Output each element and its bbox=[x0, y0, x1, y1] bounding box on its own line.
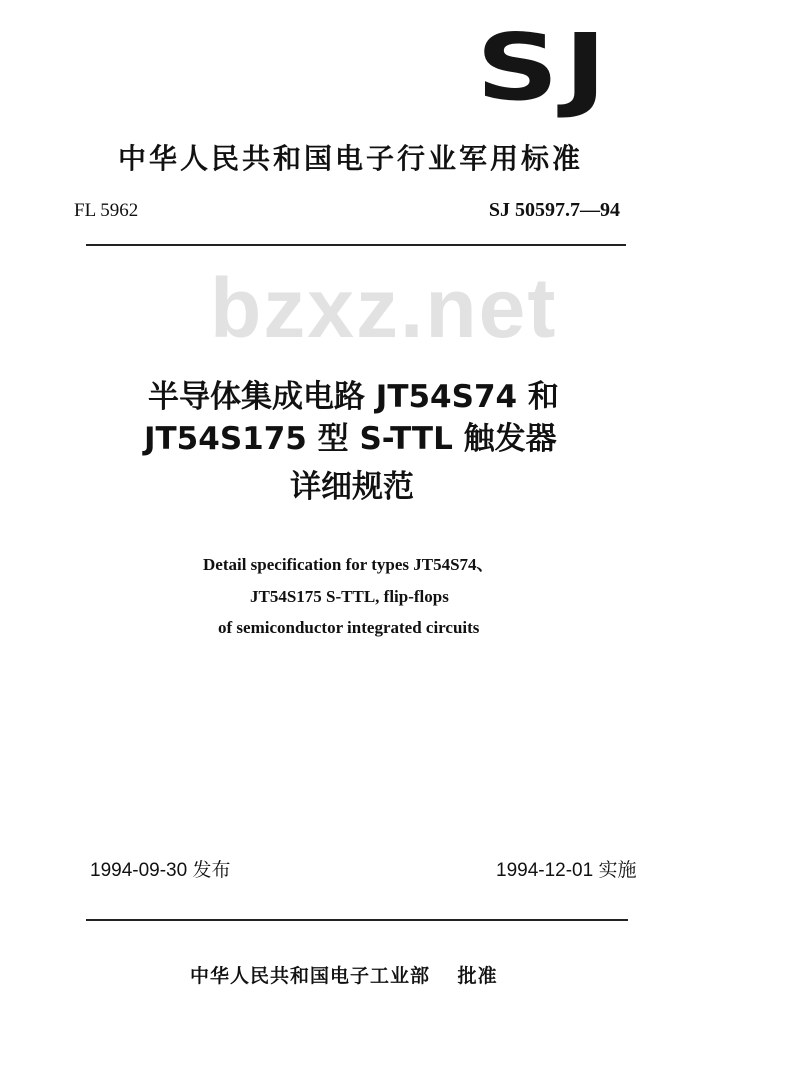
title-cn-line1: 半导体集成电路 JT54S74 和 bbox=[148, 379, 559, 415]
title-cn-line2: JT54S175 型 S-TTL 触发器 bbox=[144, 421, 557, 457]
title-en-line3: of semiconductor integrated circuits bbox=[218, 618, 480, 637]
watermark: bzxz.net bbox=[210, 261, 558, 355]
footer-divider bbox=[86, 919, 628, 921]
title-en-line2: JT54S175 S-TTL, flip-flops bbox=[250, 587, 449, 606]
issue-date: 1994-09-30 发布 bbox=[90, 860, 231, 881]
title-en-line1: Detail specification for types JT54S74、 bbox=[203, 555, 494, 574]
title-cn-line3: 详细规范 bbox=[290, 469, 414, 505]
effective-date: 1994-12-01 实施 bbox=[496, 860, 637, 881]
classification-code: FL 5962 bbox=[74, 200, 139, 221]
standard-number: SJ 50597.7—94 bbox=[488, 199, 620, 221]
approval-line bbox=[190, 965, 498, 988]
sj-logo: SJ bbox=[476, 14, 612, 121]
approval-label: 批准 bbox=[457, 965, 498, 987]
standard-type-heading: 中华人民共和国电子行业军用标准 bbox=[118, 142, 584, 175]
approval-authority: 中华人民共和国电子工业部 bbox=[190, 965, 431, 987]
header-divider bbox=[86, 244, 626, 246]
